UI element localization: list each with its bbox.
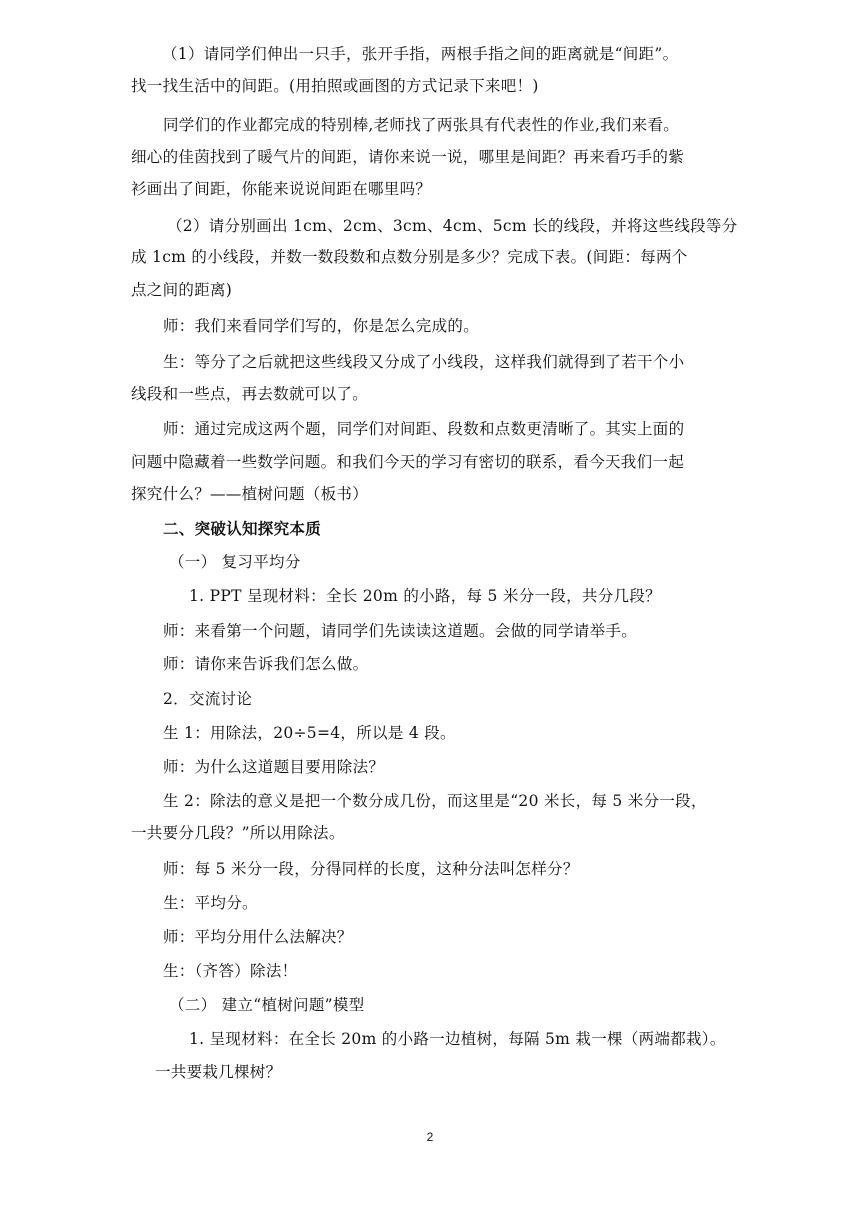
text-line: （1）请同学们伸出一只手，张开手指，两根手指之间的距离就是“间距”。: [162, 45, 679, 63]
text-line: 成 1cm 的小线段，并数一数段数和点数分别是多少？完成下表。(间距：每两个: [131, 248, 688, 266]
text-line: 师：每 5 米分一段，分得同样的长度，这种分法叫怎样分？: [163, 860, 579, 878]
text-line: 线段和一些点，再去数就可以了。: [131, 385, 369, 403]
text-line: 师：我们来看同学们写的，你是怎么完成的。: [163, 317, 480, 335]
text-line: 师：来看第一个问题，请同学们先读读这道题。会做的同学请举手。: [163, 622, 638, 640]
text-line: 生 2：除法的意义是把一个数分成几份，而这里是“20 米长，每 5 米分一段，: [163, 792, 707, 810]
text-line: 衫画出了间距，你能来说说间距在哪里吗？: [131, 180, 432, 198]
text-line: 探究什么？——植树问题（板书）: [131, 485, 369, 503]
text-line: 2．交流讨论: [163, 690, 253, 708]
page-number: 2: [426, 1130, 434, 1144]
text-line: 生：等分了之后就把这些线段又分成了小线段，这样我们就得到了若干个小: [163, 353, 685, 371]
text-line: 生：（齐答）除法！: [163, 962, 298, 980]
text-line: 师：为什么这道题目要用除法？: [163, 758, 385, 776]
text-line: 找一找生活中的间距。(用拍照或画图的方式记录下来吧！): [131, 77, 539, 95]
subsection-heading: （一） 复习平均分: [169, 553, 301, 571]
text-line: 师：请你来告诉我们怎么做。: [163, 655, 369, 673]
text-line: （2）请分别画出 1cm、2cm、3cm、4cm、5cm 长的线段，并将这些线段等分: [167, 217, 738, 235]
text-line: 1. 呈现材料：在全长 20m 的小路一边植树，每隔 5m 栽一棵（两端都栽）。: [189, 1030, 726, 1048]
text-line: 生：平均分。: [163, 894, 258, 912]
text-line: 点之间的距离): [131, 281, 233, 299]
text-line: 1. PPT 呈现材料：全长 20m 的小路，每 5 米分一段，共分几段？: [189, 587, 661, 605]
section-heading: 二、突破认知探究本质: [163, 519, 322, 538]
text-line: 问题中隐藏着一些数学问题。和我们今天的学习有密切的联系，看今天我们一起: [131, 453, 685, 471]
text-line: 一共要栽几棵树？: [155, 1063, 282, 1081]
text-line: 同学们的作业都完成的特别棒,老师找了两张具有代表性的作业,我们来看。: [163, 116, 680, 134]
text-line: 生 1：用除法，20÷5=4，所以是 4 段。: [163, 724, 456, 742]
text-line: 师：平均分用什么法解决？: [163, 928, 353, 946]
text-line: 一共要分几段？”所以用除法。: [131, 824, 345, 842]
text-line: 细心的佳茵找到了暖气片的间距，请你来说一说，哪里是间距？再来看巧手的紫: [131, 148, 685, 166]
subsection-heading: （二） 建立“植树问题”模型: [169, 996, 365, 1014]
text-line: 师：通过完成这两个题，同学们对间距、段数和点数更清晰了。其实上面的: [163, 420, 685, 438]
